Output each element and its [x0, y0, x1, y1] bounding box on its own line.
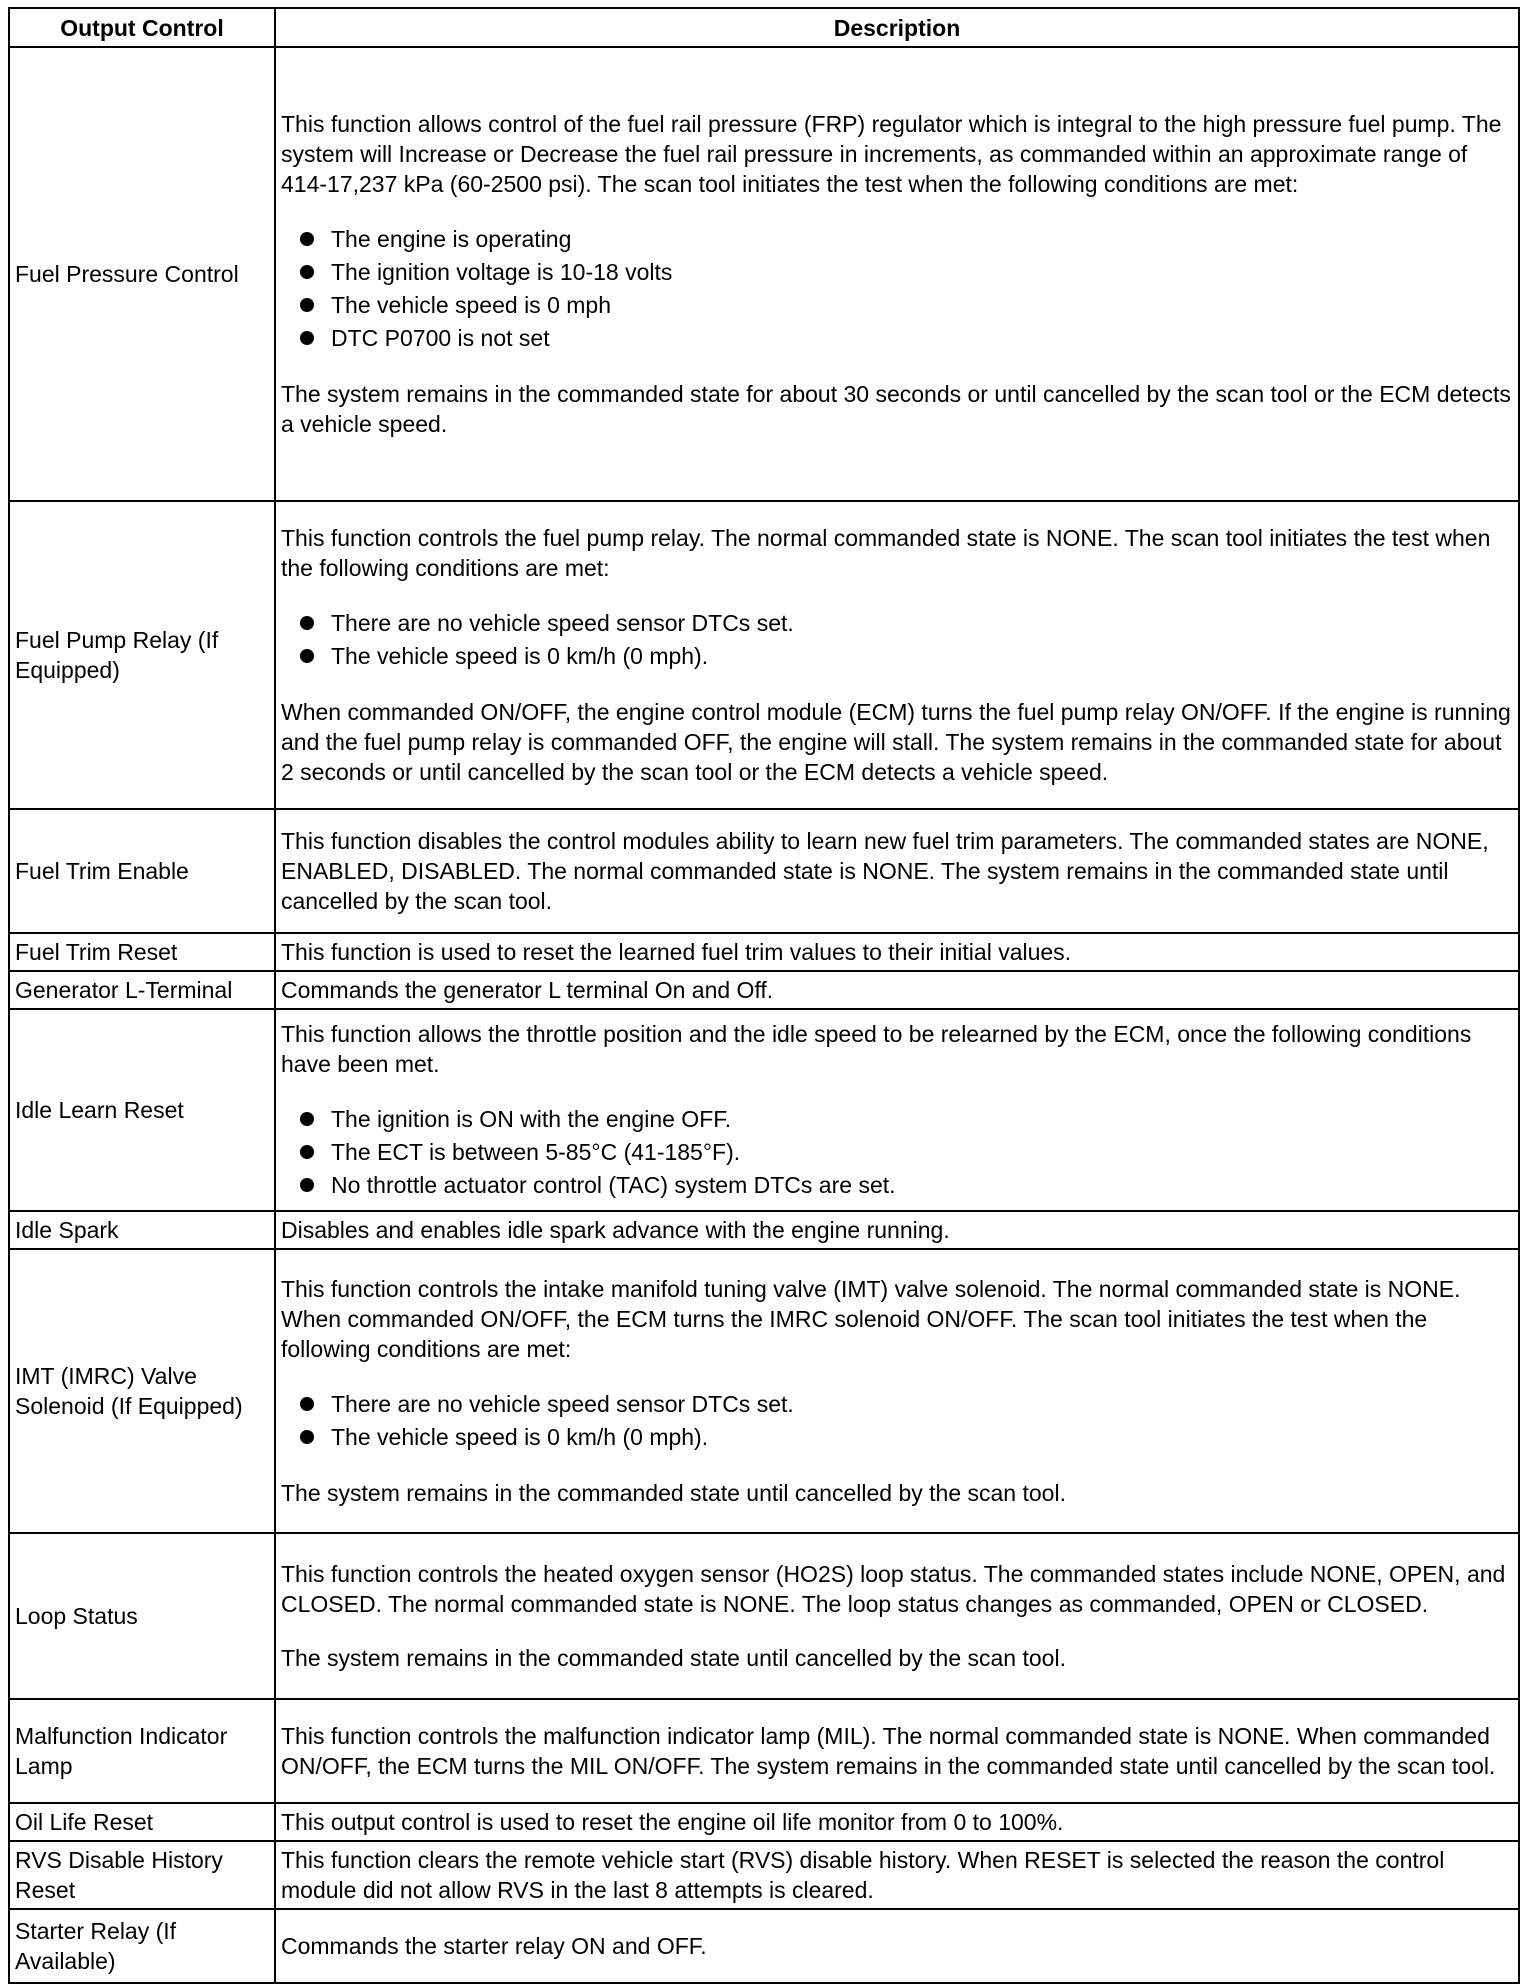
header-description: Description [275, 8, 1519, 47]
description-paragraph: Commands the generator L terminal On and Off. [281, 977, 774, 1003]
table-row [9, 971, 1519, 1009]
description-cell [275, 933, 1519, 971]
description-paragraph: This function controls the fuel pump relay. The normal commanded state is NONE. The scan tool initiates the test when the following conditions are met: [281, 525, 1491, 581]
condition-list-item [281, 1421, 1513, 1454]
bullet-icon [300, 649, 314, 663]
output-control-cell: Fuel Pressure Control [9, 47, 275, 501]
table-row [9, 809, 1519, 933]
bullet-icon [300, 298, 314, 312]
bullet-icon [300, 616, 314, 630]
table-header-row [9, 8, 1519, 47]
condition-list [281, 607, 1513, 673]
condition-text: There are no vehicle speed sensor DTCs set. [331, 610, 794, 636]
condition-list-item [281, 1388, 1513, 1421]
condition-text: The vehicle speed is 0 km/h (0 mph). [331, 1424, 709, 1450]
table-row [9, 47, 1519, 501]
bullet-icon [300, 1178, 314, 1192]
condition-text: DTC P0700 is not set [331, 325, 550, 351]
description-cell [275, 1699, 1519, 1803]
bullet-icon [300, 1397, 314, 1411]
description-cell [275, 501, 1519, 809]
condition-text: The ECT is between 5-85°C (41-185°F). [331, 1138, 741, 1165]
output-control-cell: Fuel Trim Enable [9, 809, 275, 933]
output-control-cell: Starter Relay (If Available) [9, 1909, 275, 1983]
description-paragraph: This function allows control of the fuel rail pressure (FRP) regulator which is integral to the high pressure fuel pump. The system will Increase or Decrease the fuel rail pressure in increments, as commanded within an approximate range of 414-17,237 kPa (60-2500 psi). The scan tool initiates the test when the following conditions are met: [281, 111, 1502, 197]
description-cell [275, 971, 1519, 1009]
description-paragraph: When commanded ON/OFF, the engine control module (ECM) turns the fuel pump relay ON/OFF. If the engine is running and the fuel pump relay is commanded OFF, the engine will stall. The system remains in the commanded state for about 2 seconds or until cancelled by the scan tool or the ECM detects a vehicle speed. [281, 699, 1511, 785]
description-cell [275, 1009, 1519, 1211]
table-row [9, 501, 1519, 809]
table-row [9, 1803, 1519, 1841]
condition-text: The ignition voltage is 10-18 volts [331, 259, 673, 285]
condition-list [281, 1103, 1513, 1202]
condition-list-item [281, 1103, 1513, 1136]
condition-list-item [281, 223, 1513, 256]
table-row [9, 1211, 1519, 1249]
output-control-cell: Generator L-Terminal [9, 971, 275, 1009]
description-paragraph: Commands the starter relay ON and OFF. [281, 1933, 707, 1959]
description-paragraph: This output control is used to reset the engine oil life monitor from 0 to 100%. [281, 1809, 1064, 1835]
output-control-cell: Oil Life Reset [9, 1803, 275, 1841]
description-paragraph: This function controls the malfunction indicator lamp (MIL). The normal commanded state is NONE. When commanded ON/OFF, the ECM turns the MIL ON/OFF. The system remains in the commanded state until cancelled by the scan tool. [281, 1723, 1496, 1779]
table-row [9, 1533, 1519, 1699]
condition-text: There are no vehicle speed sensor DTCs set. [331, 1391, 794, 1417]
description-paragraph: This function disables the control modules ability to learn new fuel trim parameters. The commanded states are NONE, ENABLED, DISABLED. The normal commanded state is NONE. The system remains in the commanded state until cancelled by the scan tool. [281, 828, 1489, 914]
description-cell [275, 1211, 1519, 1249]
output-control-cell: IMT (IMRC) Valve Solenoid (If Equipped) [9, 1249, 275, 1533]
bullet-icon [300, 232, 314, 246]
condition-list-item [281, 1169, 1513, 1202]
description-paragraph: The system remains in the commanded state until cancelled by the scan tool. [281, 1480, 1066, 1506]
header-output-control: Output Control [9, 8, 275, 47]
description-cell [275, 1909, 1519, 1983]
condition-text: The engine is operating [331, 226, 572, 252]
condition-list-item [281, 640, 1513, 673]
output-control-cell: Fuel Pump Relay (If Equipped) [9, 501, 275, 809]
description-paragraph: This function allows the throttle position and the idle speed to be relearned by the ECM, once the following conditions have been met. [281, 1020, 1472, 1077]
description-paragraph: Disables and enables idle spark advance with the engine running. [281, 1217, 950, 1243]
bullet-icon [300, 1430, 314, 1444]
description-paragraph: This function controls the heated oxygen sensor (HO2S) loop status. The commanded states include NONE, OPEN, and CLOSED. The normal commanded state is NONE. The loop status changes as commanded, OPEN or CLOSED. [281, 1561, 1506, 1617]
description-cell [275, 809, 1519, 933]
description-paragraph: This function controls the intake manifold tuning valve (IMT) valve solenoid. The normal commanded state is NONE. When commanded ON/OFF, the ECM turns the IMRC solenoid ON/OFF. The scan tool initiates the test when the following conditions are met: [281, 1276, 1461, 1362]
condition-list [281, 223, 1513, 355]
condition-list-item [281, 1136, 1513, 1169]
output-control-cell: Loop Status [9, 1533, 275, 1699]
bullet-icon [300, 1112, 314, 1126]
description-paragraph: This function clears the remote vehicle start (RVS) disable history. When RESET is selected the reason the control module did not allow RVS in the last 8 attempts is cleared. [281, 1847, 1445, 1903]
condition-list-item [281, 607, 1513, 640]
description-cell [275, 47, 1519, 501]
condition-text: No throttle actuator control (TAC) system DTCs are set. [331, 1171, 896, 1198]
output-control-cell: Fuel Trim Reset [9, 933, 275, 971]
output-control-cell: Idle Spark [9, 1211, 275, 1249]
condition-list-item [281, 256, 1513, 289]
condition-list-item [281, 322, 1513, 355]
condition-list [281, 1388, 1513, 1454]
table-row [9, 1909, 1519, 1983]
output-control-cell: Idle Learn Reset [9, 1009, 275, 1211]
bullet-icon [300, 1145, 314, 1159]
description-cell [275, 1249, 1519, 1533]
table-row [9, 1841, 1519, 1909]
table-row [9, 933, 1519, 971]
description-paragraph: The system remains in the commanded state until cancelled by the scan tool. [281, 1645, 1066, 1671]
table-body [9, 47, 1519, 1983]
output-control-cell: RVS Disable History Reset [9, 1841, 275, 1909]
bullet-icon [300, 331, 314, 345]
condition-text: The ignition is ON with the engine OFF. [331, 1105, 732, 1132]
output-control-cell: Malfunction Indicator Lamp [9, 1699, 275, 1803]
description-paragraph: This function is used to reset the learned fuel trim values to their initial values. [281, 939, 1072, 965]
table-row [9, 1009, 1519, 1211]
condition-text: The vehicle speed is 0 mph [331, 292, 611, 318]
output-control-table [8, 7, 1520, 1984]
description-cell [275, 1803, 1519, 1841]
description-paragraph: The system remains in the commanded state for about 30 seconds or until cancelled by the scan tool or the ECM detects a vehicle speed. [281, 381, 1511, 437]
condition-list-item [281, 289, 1513, 322]
table-row [9, 1249, 1519, 1533]
condition-text: The vehicle speed is 0 km/h (0 mph). [331, 643, 709, 669]
table-row [9, 1699, 1519, 1803]
bullet-icon [300, 265, 314, 279]
description-cell [275, 1841, 1519, 1909]
description-cell [275, 1533, 1519, 1699]
